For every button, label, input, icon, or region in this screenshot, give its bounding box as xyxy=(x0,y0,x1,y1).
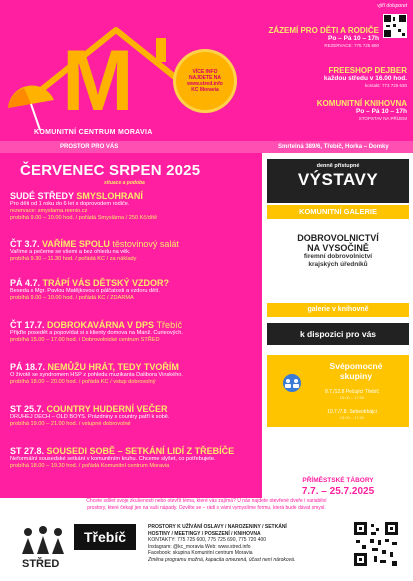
section-note: REZERVACE: 775 725 690 xyxy=(324,43,379,48)
event-desc: DRUHEJ DECH – OLD BOYS. Prázdniny s country patří k sobě. xyxy=(10,414,170,420)
trebic-logo: Třebíč xyxy=(74,524,136,550)
support-groups-title-line: skupiny xyxy=(339,371,373,381)
event-desc: Beseda s Mgr. Pavlou Matějkovou o pálčatosti a vzdoru dětí. xyxy=(10,288,160,294)
volunteering-subtitle: firemní dobrovolnictví xyxy=(303,253,373,260)
event-schedule: probíhá 9.30 – 11.30 hod. / pořádá KC / za náklady xyxy=(10,256,137,262)
sun-line: KC Moravia xyxy=(191,87,219,93)
footer-info-line: Facebook: skupina Komunitní centrum Moravia xyxy=(148,550,253,557)
event-title: SMYSLOHRANÍ xyxy=(76,191,143,201)
org-name: KOMUNITNÍ CENTRUM MORAVIA xyxy=(34,129,153,136)
support-group-time: 15:00 – 17:00 xyxy=(339,395,365,400)
available-label: k dispozici pro vás xyxy=(299,329,377,339)
support-group-label: 10.7./7.8. Sebeobhájci xyxy=(327,409,377,415)
event-item xyxy=(10,191,258,222)
footer-invitation xyxy=(0,498,413,518)
support-groups-title-line: Svépomocné xyxy=(329,361,383,371)
program-title: ČERVENEC SRPEN 2025 xyxy=(20,162,201,179)
header xyxy=(0,0,413,148)
event-desc: Neformální sousedské setkání v komunitním kruhu. Chceme slyšet, co potřebujete. xyxy=(10,456,216,462)
footer-info xyxy=(148,524,348,564)
event-desc: rezervace: smyslarna.reenio.cz xyxy=(10,208,88,214)
header-section-library xyxy=(232,99,407,122)
header-section-family xyxy=(229,26,379,49)
exhibitions-note: denně přístupné xyxy=(316,163,360,169)
footer-info-line: Instagram: @kc_moravia Web: www.stred.info xyxy=(148,543,251,550)
logo-letter-m: M xyxy=(62,33,132,129)
event-schedule: probíhá 18.00 – 20.00 hod. / pořádá KC / vstup dobrovolný xyxy=(10,379,156,385)
section-hours: Po – Pá 10 – 17h xyxy=(328,35,379,42)
event-title: COUNTRY HUDERNÍ VEČER xyxy=(46,404,168,414)
volunteering-box xyxy=(267,225,409,293)
program-panel xyxy=(0,153,262,498)
event-day: ST 25.7. xyxy=(10,404,45,414)
footer xyxy=(0,518,413,581)
header-section-freeshop xyxy=(232,66,407,89)
event-day: ČT 17.7. xyxy=(10,320,45,330)
event-schedule: probíhá 18.00 – 19.30 hod. / pořádá Komunitní centrum Moravia xyxy=(10,463,170,469)
invitation-line: prostory, které čekají jen na vaši nápady. Ozvěte se – rádi s vámi vymyslíme formu, která bude dávat smysl. xyxy=(87,504,326,511)
event-item xyxy=(10,446,258,470)
event-schedule: probíhá 19.00 – 21.00 hod. / vstupné dobrovolné xyxy=(10,421,131,427)
section-title: ZÁZEMÍ PRO DĚTI A RODIČE xyxy=(268,26,379,35)
side-column xyxy=(262,153,413,498)
footer-info-line: HOSTINY / MEETINGY / POSEZENÍ / KNIHOVNA xyxy=(148,530,261,537)
event-schedule: probíhá 15.00 – 17.00 hod. / Dobrovolnické centrum STŘED xyxy=(10,337,160,343)
event-day: ST 27.8. xyxy=(10,446,45,456)
event-item xyxy=(10,404,258,428)
event-title: NEMŮŽU HRÁT, TEDY TVOŘÍM xyxy=(47,362,179,372)
address-bar xyxy=(0,141,413,153)
umbrella-icon xyxy=(4,78,58,132)
event-title: SOUSEDI SOBĚ – SETKÁNÍ LIDÍ Z TŘEBÍČE xyxy=(46,446,235,456)
volunteering-title: DOBROVOLNICTVÍ xyxy=(297,233,379,243)
more-info-sun xyxy=(176,52,234,110)
section-note: STOPSTAV NA PŘÍJEM xyxy=(358,116,407,121)
sun-line: www.stred.info xyxy=(187,81,223,87)
volunteering-title: NA VYSOČINĚ xyxy=(307,243,369,253)
footer-info-line: Změna programu možná, kapacita omezená, účast není nároková. xyxy=(148,556,296,563)
available-box xyxy=(267,323,409,345)
event-desc: Vaříme a pečeme se všemi a bez ohledu na věk. xyxy=(10,249,131,255)
support-groups-box xyxy=(267,355,409,427)
section-note: kontakt: 773 725 630 xyxy=(364,83,407,88)
bar-address: Smrtelná 389/6, Třebíč, Horka – Domky xyxy=(278,144,389,150)
community-gallery-label: KOMUNITNÍ GALERIE xyxy=(299,207,377,216)
event-extra: Třebíč xyxy=(156,320,183,330)
event-day: ČT 3.7. xyxy=(10,239,40,249)
event-schedule: probíhá 9.00 – 10.00 hod. / pořádá Smyslárna / 250 Kč/dítě xyxy=(10,215,158,221)
library-gallery-box xyxy=(267,303,409,317)
support-groups-title xyxy=(307,361,405,381)
event-desc: O životě se syndromem HSP z pohledu muzikanta Dalibora Vinského. xyxy=(10,372,183,378)
event-item xyxy=(10,362,258,386)
stred-label: STŘED xyxy=(22,558,60,570)
support-group-time: 15:00 – 17:00 xyxy=(339,415,365,420)
event-item xyxy=(10,239,258,263)
exhibitions-title: VÝSTAVY xyxy=(297,170,379,189)
event-day: PÁ 18.7. xyxy=(10,362,46,372)
event-item xyxy=(10,320,258,344)
sun-line: VÍCE INFO xyxy=(192,69,218,75)
bar-left-label: PROSTOR PRO VÁS xyxy=(60,144,119,150)
community-gallery-box xyxy=(267,205,409,219)
exhibitions-box xyxy=(267,159,409,203)
support-group-item xyxy=(307,389,397,400)
camps-title: PŘÍMĚSTSKÉ TÁBORY xyxy=(302,477,374,484)
people-icon xyxy=(279,373,305,393)
volunteering-subtitle: krajských úředníků xyxy=(308,261,368,268)
section-title: FREESHOP DEJBER xyxy=(328,66,407,75)
event-extra: těstovinový salát xyxy=(112,239,179,249)
small-note: vjiří dolsporet xyxy=(377,3,407,9)
event-schedule: probíhá 9.00 – 10.00 hod. / pořádá KC / ZDARMA xyxy=(10,295,134,301)
camps-dates: 7.7. – 25.7.2025 xyxy=(301,486,375,497)
qr-code-icon xyxy=(383,14,407,38)
event-title: VAŘÍME SPOLU xyxy=(42,239,110,249)
event-day: PÁ 4.7. xyxy=(10,278,41,288)
section-hours: Po – Pá 10 – 17h xyxy=(356,108,407,115)
sun-line: NAJDETE NA xyxy=(189,75,221,81)
event-day: SUDÉ STŘEDY xyxy=(10,191,74,201)
event-title: DOBROKAVÁRNA V DPS xyxy=(47,320,155,330)
event-item xyxy=(10,278,258,302)
event-desc: Pro děti od 1 roku do 6 let s doprovodem rodiče. xyxy=(10,201,130,207)
support-group-item xyxy=(307,409,397,420)
footer-info-line: PROSTORY K UŽÍVÁNÍ OSLAVY / NAROZENINY / SETKÁNÍ xyxy=(148,524,287,530)
event-title: TRÁPÍ VÁS DĚTSKÝ VZDOR? xyxy=(42,278,170,288)
event-desc: Přijďte posedět a popovídat si s klienty domova na Manž. Curieových. xyxy=(10,330,183,336)
program-subtitle: situace a podoba xyxy=(104,180,145,186)
footer-info-line: KONTAKTY: 775 725 600, 775 725 690, 775 720 400 xyxy=(148,537,267,544)
library-gallery-label: galerie v knihovně xyxy=(307,306,369,313)
qr-code-icon xyxy=(352,520,400,568)
support-group-label: 8.7./12.8 Pečující Třebíč xyxy=(324,389,380,395)
invitation-line: Chcete sdílet svoje zkušenosti nebo otevřít téma, které vás zajímá? U nás najdete otevřené dveře i variabilní xyxy=(86,498,327,504)
section-hours: každou středu v 16.00 hod. xyxy=(323,75,407,82)
section-title: KOMUNITNÍ KNIHOVNA xyxy=(316,99,407,108)
